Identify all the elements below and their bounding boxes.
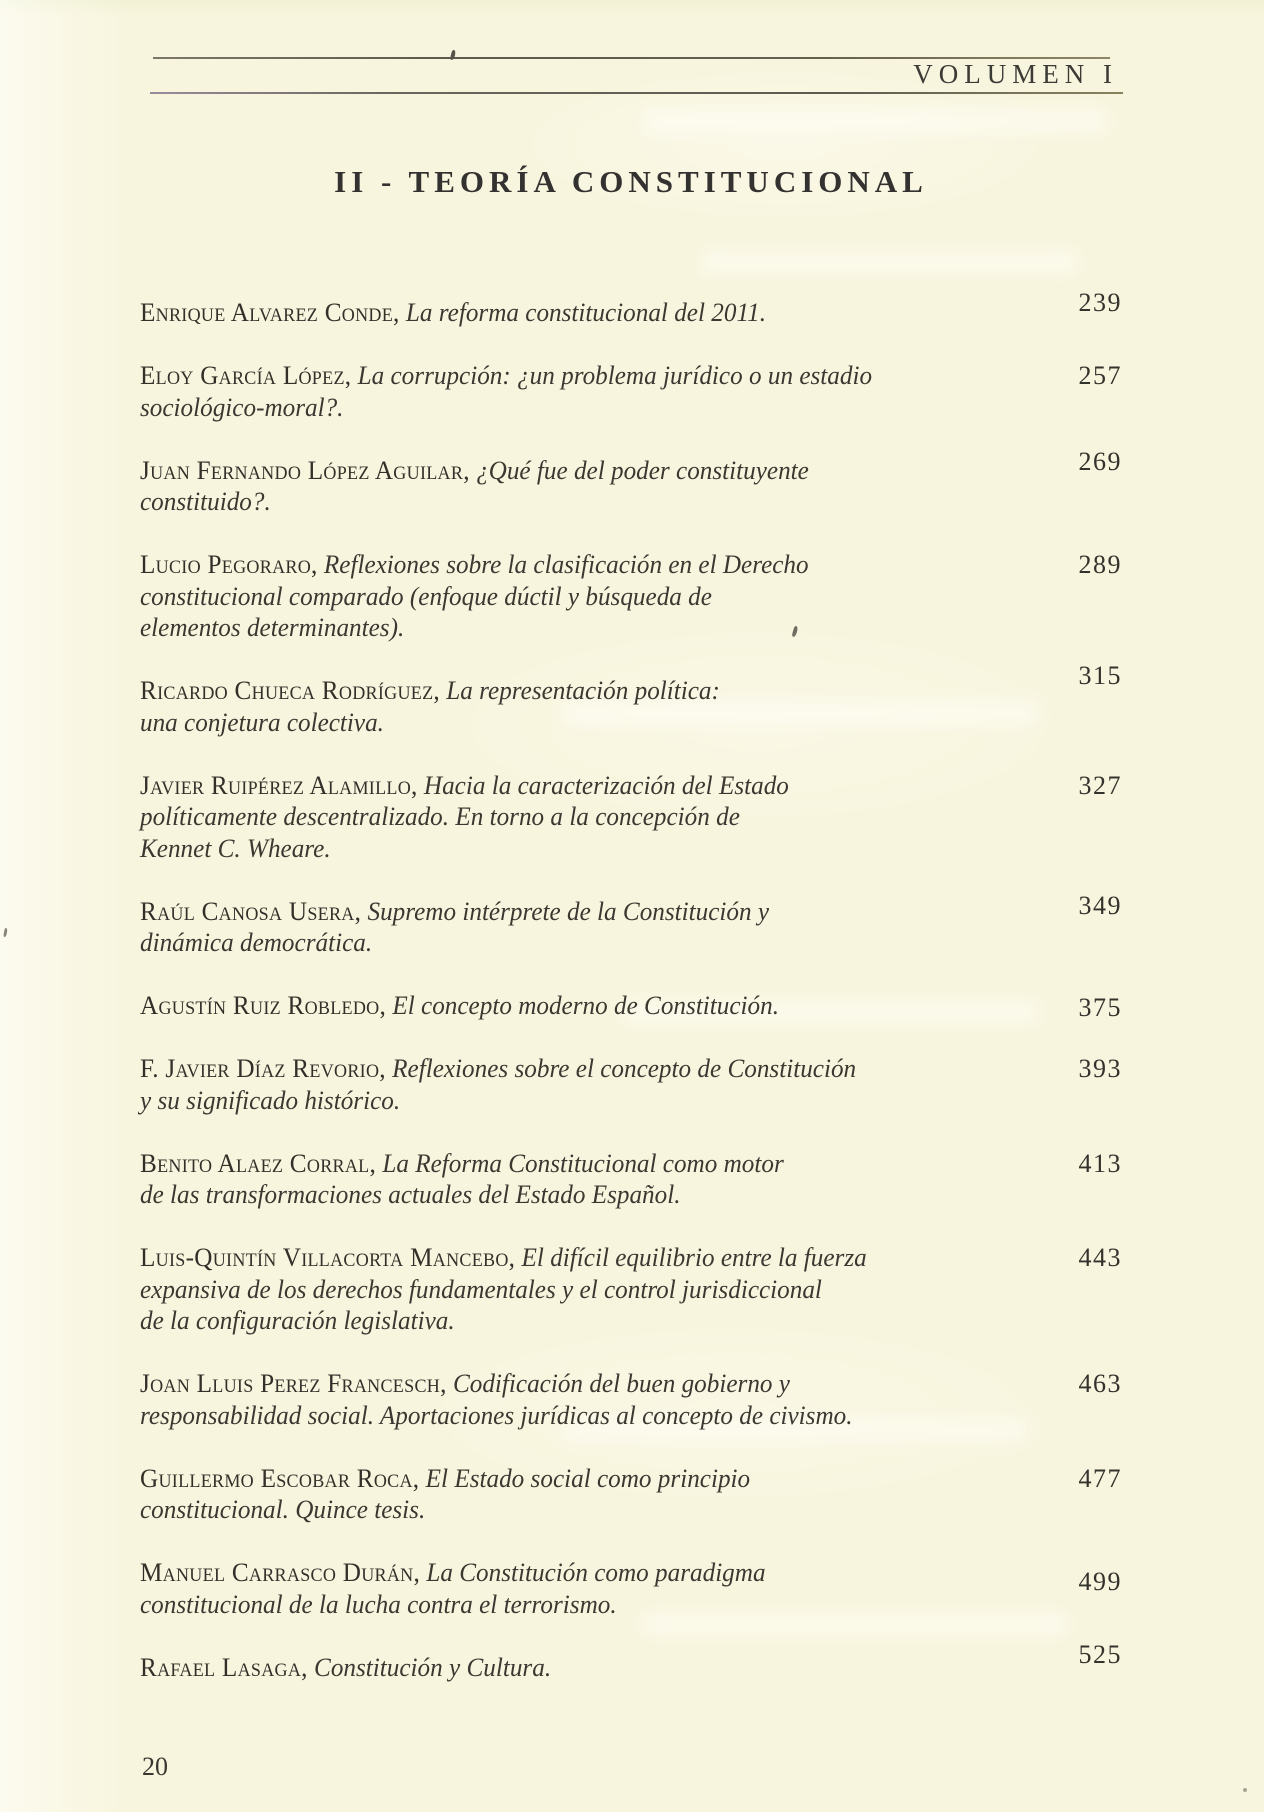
toc-entry (140, 1242, 1122, 1337)
entry-page-number: 463 (1078, 1369, 1122, 1398)
bleed-through-mark (700, 250, 1080, 274)
entry-title-line: Codificación del buen gobierno y (446, 1368, 790, 1398)
toc-entry (140, 661, 1122, 738)
entry-author: Eloy García López, (140, 360, 352, 390)
entry-page-number: 499 (1078, 1567, 1122, 1596)
entry-title-line: constitucional. Quince tesis. (140, 1494, 426, 1524)
entry-text (140, 1368, 1122, 1431)
header-rule-bottom (150, 92, 1123, 94)
entry-text (140, 1148, 1122, 1211)
entry-first-line (140, 1148, 1073, 1180)
entry-text (140, 675, 1122, 738)
toc-entry (140, 1368, 1122, 1431)
entry-text (140, 990, 1122, 1022)
entry-text (140, 1463, 1122, 1526)
entry-text (140, 1242, 1122, 1337)
entry-title-line: La reforma constitucional del 2011. (399, 297, 767, 327)
entry-title-line: Constitución y Cultura. (307, 1651, 552, 1682)
entry-page-number: 393 (1078, 1054, 1122, 1083)
entry-page-number: 349 (1078, 890, 1122, 920)
entry-page-number: 375 (1078, 993, 1122, 1022)
entry-author: Raúl Canosa Usera, (140, 895, 362, 926)
entry-title-line: dinámica democrática. (140, 927, 373, 957)
entry-author: Enrique Alvarez Conde, (140, 297, 400, 327)
toc-entry (140, 1148, 1122, 1211)
entry-first-line (140, 360, 1073, 392)
toc-entry (140, 446, 1122, 518)
entry-first-line (140, 1242, 1073, 1274)
toc-entry (140, 288, 1122, 329)
entry-title-line: una conjetura colectiva. (140, 706, 384, 737)
entry-first-line (140, 1463, 1073, 1495)
entry-first-line (140, 297, 1073, 329)
entry-text (140, 360, 1122, 423)
entry-first-line (140, 896, 1073, 928)
entry-text (140, 1557, 1122, 1620)
page-number: 20 (142, 1752, 168, 1781)
entry-text (140, 297, 1122, 329)
entry-author: Ricardo Chueca Rodríguez, (140, 675, 440, 705)
entry-first-line (140, 1368, 1073, 1400)
entry-first-line (140, 990, 1073, 1022)
entry-author: F. Javier Díaz Revorio, (140, 1053, 386, 1083)
entry-title-line: La representación política: (439, 675, 720, 705)
entry-page-number: 239 (1078, 288, 1122, 317)
entry-page-number: 289 (1078, 550, 1122, 579)
entry-title-line: Supremo intérprete de la Constitución y (361, 895, 770, 926)
entry-author: Luis-Quintín Villacorta Mancebo, (140, 1242, 516, 1272)
entry-title-line: de la configuración legislativa. (140, 1305, 455, 1335)
entry-title-line: sociológico-moral?. (140, 391, 344, 422)
entry-page-number: 413 (1078, 1148, 1122, 1178)
toc-entry (140, 890, 1122, 959)
section-title: II - TEORÍA CONSTITUCIONAL (334, 164, 928, 199)
toc-entry (140, 1557, 1122, 1620)
entry-title-line: constitucional comparado (enfoque dúctil y búsqueda de (140, 580, 712, 611)
entry-author: Rafael Lasaga, (140, 1651, 308, 1682)
entry-first-line (140, 1557, 1073, 1589)
entry-author: Lucio Pegoraro, (140, 549, 318, 579)
entry-title-line: La Reforma Constitucional como motor (376, 1147, 784, 1178)
entry-title-line: constitucional de la lucha contra el terrorismo. (140, 1588, 617, 1619)
entry-title-line: El concepto moderno de Constitución. (386, 990, 780, 1020)
entry-text (140, 770, 1122, 865)
entry-first-line (140, 455, 1073, 487)
toc-entry (140, 360, 1122, 423)
entry-text (140, 896, 1122, 959)
volume-label: VOLUMEN I (913, 59, 1118, 89)
entry-author: Joan Lluis Perez Francesch, (140, 1368, 447, 1398)
entry-title-line: constituido?. (140, 486, 271, 516)
entry-text (140, 1652, 1122, 1684)
entry-title-line: de las transformaciones actuales del Estado Español. (140, 1179, 681, 1209)
entry-first-line (140, 770, 1073, 802)
entry-author: Manuel Carrasco Durán, (140, 1557, 421, 1587)
entry-page-number: 327 (1078, 770, 1122, 800)
toc-entry (140, 990, 1122, 1022)
entry-title-line: y su significado histórico. (140, 1084, 401, 1115)
toc-entry (140, 549, 1122, 644)
scan-speck (1243, 1788, 1247, 1792)
entry-author: Benito Alaez Corral, (140, 1147, 377, 1178)
entry-title-line: Hacia la caracterización del Estado (417, 769, 789, 800)
entry-title-line: ¿Qué fue del poder constituyente (469, 454, 809, 485)
entry-author: Agustín Ruiz Robledo, (140, 990, 387, 1020)
entry-title-line: El Estado social como principio (419, 1462, 751, 1493)
toc-entry (140, 1639, 1122, 1684)
entry-title-line: elementos determinantes). (140, 612, 405, 642)
entry-page-number: 315 (1078, 661, 1122, 690)
entry-first-line (140, 1053, 1073, 1085)
entry-title-line: La Constitución como paradigma (420, 1557, 766, 1587)
toc-entry (140, 1053, 1122, 1116)
entry-first-line (140, 1652, 1073, 1684)
entry-author: Juan Fernando López Aguilar, (140, 454, 470, 485)
toc-entry (140, 770, 1122, 865)
entry-title-line: Reflexiones sobre la clasificación en el Derecho (317, 549, 809, 579)
entry-page-number: 477 (1078, 1463, 1122, 1493)
toc-list (140, 288, 1122, 1715)
entry-title-line: políticamente descentralizado. En torno a la concepción de (140, 801, 740, 831)
entry-title-line: expansiva de los derechos fundamentales y el control jurisdiccional (140, 1273, 822, 1304)
entry-title-line: responsabilidad social. Aportaciones jurídicas al concepto de civismo. (140, 1399, 853, 1430)
entry-first-line (140, 675, 1073, 707)
toc-entry (140, 1463, 1122, 1526)
entry-title-line: El difícil equilibrio entre la fuerza (515, 1242, 867, 1272)
entry-first-line (140, 549, 1073, 581)
entry-author: Guillermo Escobar Roca, (140, 1462, 420, 1493)
entry-title-line: La corrupción: ¿un problema jurídico o un estadio (351, 360, 873, 390)
entry-text (140, 1053, 1122, 1116)
entry-text (140, 455, 1122, 518)
entry-page-number: 269 (1078, 446, 1122, 476)
entry-page-number: 257 (1078, 361, 1122, 390)
entry-page-number: 525 (1078, 1639, 1122, 1669)
scan-speck (3, 928, 8, 937)
bleed-through-mark (640, 108, 1110, 134)
entry-text (140, 549, 1122, 644)
entry-page-number: 443 (1078, 1243, 1122, 1272)
entry-title-line: Reflexiones sobre el concepto de Constitución (385, 1053, 857, 1083)
entry-title-line: Kennet C. Wheare. (140, 832, 331, 863)
entry-author: Javier Ruipérez Alamillo, (140, 769, 418, 800)
